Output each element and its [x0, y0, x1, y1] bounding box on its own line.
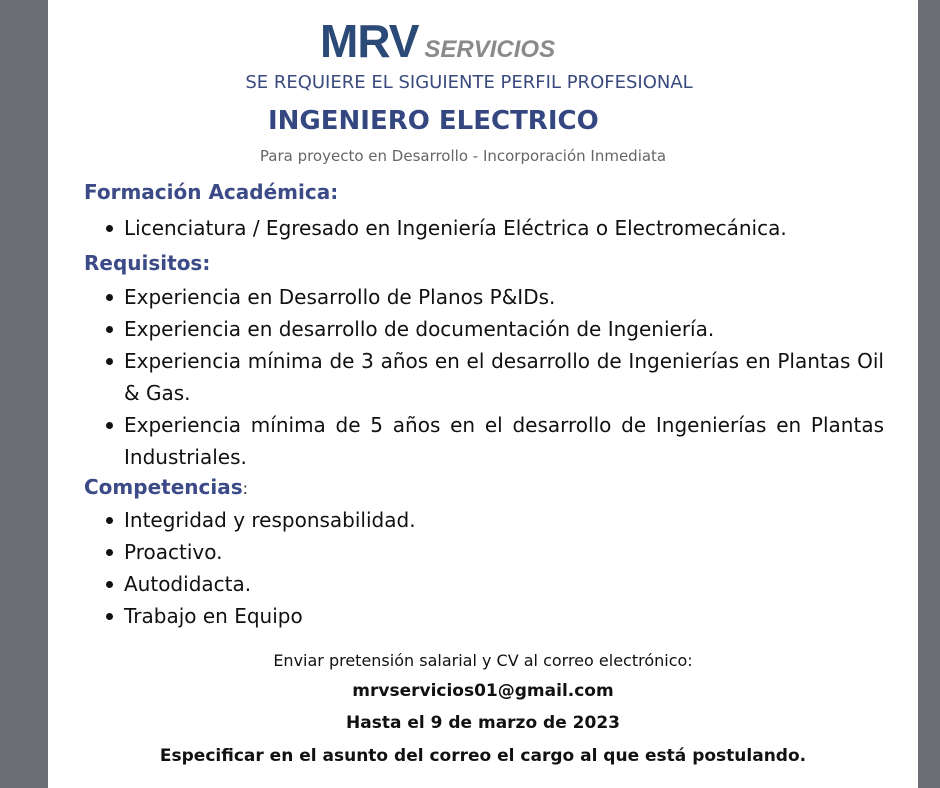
- colon: :: [242, 479, 249, 498]
- job-title: INGENIERO ELECTRICO: [268, 106, 599, 136]
- list-item: Integridad y responsabilidad.: [104, 504, 884, 536]
- subject-note: Especificar en el asunto del correo el cargo al que está postulando.: [159, 746, 807, 766]
- list-item: Autodidacta.: [104, 568, 884, 600]
- list-item: Experiencia en desarrollo de documentación de Ingeniería.: [104, 313, 884, 345]
- list-item: Experiencia mínima de 3 años en el desarrollo de Ingenierías en Plantas Oil & Gas.: [104, 345, 884, 409]
- required-profile-label: SE REQUIERE EL SIGUIENTE PERFIL PROFESIONAL: [245, 72, 693, 93]
- deadline: Hasta el 9 de marzo de 2023: [346, 713, 620, 733]
- requisitos-list: [104, 281, 884, 473]
- list-item: Licenciatura / Egresado en Ingeniería Eléctrica o Electromecánica.: [104, 212, 884, 244]
- logo-brand: MRV: [320, 15, 419, 67]
- logo-suffix: SERVICIOS: [424, 36, 556, 63]
- competencias-heading: [84, 475, 248, 499]
- list-item: Proactivo.: [104, 536, 884, 568]
- job-subtitle: Para proyecto en Desarrollo - Incorporación Inmediata: [259, 147, 667, 165]
- requisitos-heading: Requisitos:: [84, 251, 211, 275]
- contact-email[interactable]: mrvservicios01@gmail.com: [352, 681, 614, 701]
- formacion-heading: Formación Académica:: [84, 180, 339, 204]
- formacion-list: [104, 212, 884, 244]
- list-item: Experiencia en Desarrollo de Planos P&IDs.: [104, 281, 884, 313]
- job-posting: [48, 0, 918, 788]
- competencias-label: Competencias: [84, 475, 243, 499]
- list-item: Trabajo en Equipo: [104, 600, 884, 632]
- company-logo: [320, 14, 555, 68]
- send-instructions: Enviar pretensión salarial y CV al correo electrónico:: [273, 651, 693, 670]
- competencias-list: [104, 504, 884, 632]
- list-item: Experiencia mínima de 5 años en el desarrollo de Ingenierías en Plantas Industriales.: [104, 409, 884, 473]
